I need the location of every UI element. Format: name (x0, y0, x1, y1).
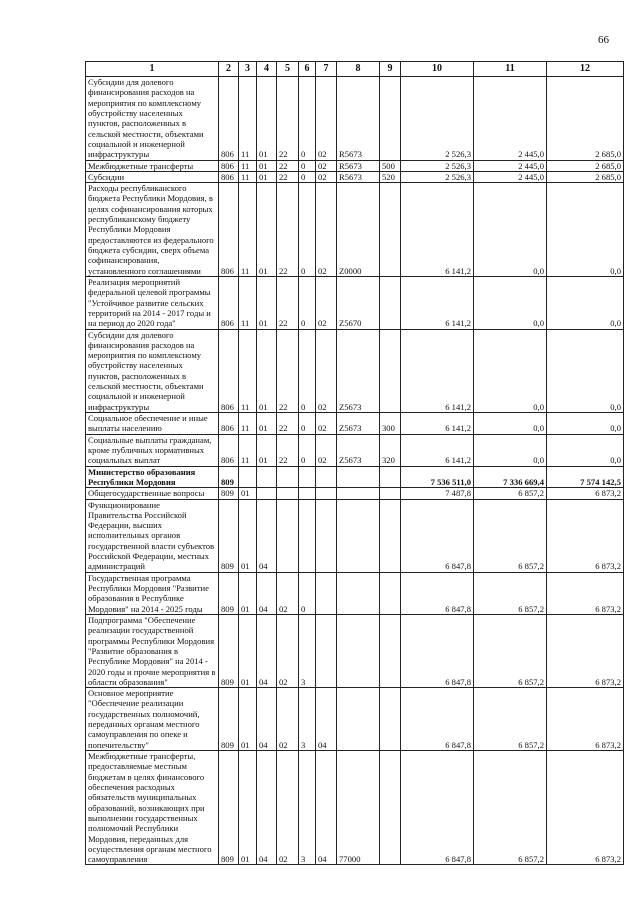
target-article-code: R5673 (337, 171, 380, 182)
amount-year1: 2 526,3 (401, 160, 474, 171)
amount-year2: 6 857,2 (474, 751, 547, 865)
target-article-code (337, 499, 380, 572)
row-name: Субсидии для долевого финансирования расходов на мероприятия по комплексному обустройству населенных пунктов, расположенных в сельской местности, объектами социальной и инженерной инфраструктуры (86, 329, 219, 413)
subchapter-code: 04 (257, 751, 277, 865)
subprogram-code: 0 (299, 329, 316, 413)
amount-year3: 6 873,2 (547, 572, 624, 614)
table-row (86, 466, 624, 488)
expense-type-code (380, 77, 401, 161)
section-code: 809 (219, 614, 239, 687)
chapter-code: 11 (239, 77, 257, 161)
chapter-code: 11 (239, 413, 257, 435)
col-header: 8 (337, 62, 380, 77)
target-article-code: R5673 (337, 160, 380, 171)
expense-type-code (380, 499, 401, 572)
program-code: 22 (277, 276, 299, 329)
chapter-code: 01 (239, 572, 257, 614)
expense-type-code (380, 614, 401, 687)
table-row (86, 614, 624, 687)
activity-code: 02 (316, 160, 337, 171)
section-code: 809 (219, 751, 239, 865)
expense-type-code: 500 (380, 160, 401, 171)
row-name: Социальное обеспечение и иные выплаты населению (86, 413, 219, 435)
col-header: 4 (257, 62, 277, 77)
row-name: Субсидии (86, 171, 219, 182)
amount-year2: 2 445,0 (474, 171, 547, 182)
section-code: 806 (219, 183, 239, 277)
amount-year2: 6 857,2 (474, 572, 547, 614)
amount-year3: 6 873,2 (547, 499, 624, 572)
row-name: Межбюджетные трансферты, предоставляемые местным бюджетам в целях финансового обеспечения расходных обязательств муниципальных образований, возникающих при выполнении государственных полномочий Республики Мордовия, переданных для осуществления органам местного самоуправления (86, 751, 219, 865)
subchapter-code: 04 (257, 572, 277, 614)
program-code: 22 (277, 434, 299, 466)
subprogram-code (299, 466, 316, 488)
row-name: Общегосударственные вопросы (86, 488, 219, 499)
amount-year2: 6 857,2 (474, 614, 547, 687)
activity-code (316, 466, 337, 488)
amount-year1: 6 847,8 (401, 499, 474, 572)
amount-year2: 0,0 (474, 183, 547, 277)
col-header: 7 (316, 62, 337, 77)
budget-table (85, 61, 624, 865)
row-name: Межбюджетные трансферты (86, 160, 219, 171)
subprogram-code: 0 (299, 77, 316, 161)
activity-code: 04 (316, 688, 337, 751)
activity-code: 02 (316, 329, 337, 413)
subprogram-code: 0 (299, 572, 316, 614)
section-code: 809 (219, 499, 239, 572)
program-code: 02 (277, 614, 299, 687)
chapter-code: 11 (239, 329, 257, 413)
chapter-code: 01 (239, 688, 257, 751)
subchapter-code: 01 (257, 171, 277, 182)
table-row (86, 751, 624, 865)
activity-code: 02 (316, 171, 337, 182)
expense-type-code (380, 329, 401, 413)
subchapter-code: 01 (257, 160, 277, 171)
subchapter-code: 04 (257, 499, 277, 572)
amount-year2: 2 445,0 (474, 77, 547, 161)
amount-year1: 7 536 511,0 (401, 466, 474, 488)
section-code: 806 (219, 413, 239, 435)
amount-year3: 0,0 (547, 329, 624, 413)
target-article-code: Z5673 (337, 329, 380, 413)
subchapter-code: 01 (257, 413, 277, 435)
amount-year2: 6 857,2 (474, 688, 547, 751)
col-header: 2 (219, 62, 239, 77)
row-name: Подпрограмма "Обеспечение реализации государственной программы Республики Мордовия "Развитие образования в Республике Мордовия" на 2014 - 2020 годы и прочие мероприятия в области образования" (86, 614, 219, 687)
expense-type-code (380, 466, 401, 488)
col-header: 9 (380, 62, 401, 77)
subchapter-code: 01 (257, 434, 277, 466)
section-code: 806 (219, 434, 239, 466)
target-article-code: Z0000 (337, 183, 380, 277)
section-code: 809 (219, 488, 239, 499)
program-code: 22 (277, 413, 299, 435)
subchapter-code: 01 (257, 77, 277, 161)
row-name: Реализация мероприятий федеральной целевой программы "Устойчивое развитие сельских территорий на 2014 - 2017 годы и на период до 2020 года" (86, 276, 219, 329)
amount-year3: 6 873,2 (547, 688, 624, 751)
amount-year3: 0,0 (547, 276, 624, 329)
target-article-code: Z5673 (337, 413, 380, 435)
target-article-code (337, 614, 380, 687)
chapter-code: 01 (239, 488, 257, 499)
subprogram-code: 3 (299, 688, 316, 751)
program-code: 22 (277, 77, 299, 161)
section-code: 806 (219, 160, 239, 171)
program-code: 22 (277, 160, 299, 171)
target-article-code: 77000 (337, 751, 380, 865)
amount-year3: 6 873,2 (547, 488, 624, 499)
subprogram-code: 3 (299, 614, 316, 687)
subprogram-code (299, 488, 316, 499)
section-code: 806 (219, 276, 239, 329)
program-code: 22 (277, 329, 299, 413)
expense-type-code (380, 276, 401, 329)
amount-year3: 0,0 (547, 413, 624, 435)
amount-year1: 6 847,8 (401, 572, 474, 614)
program-code (277, 499, 299, 572)
table-row (86, 160, 624, 171)
target-article-code (337, 466, 380, 488)
section-code: 806 (219, 329, 239, 413)
col-header: 1 (86, 62, 219, 77)
amount-year3: 7 574 142,5 (547, 466, 624, 488)
section-code: 809 (219, 688, 239, 751)
chapter-code: 11 (239, 434, 257, 466)
program-code (277, 488, 299, 499)
expense-type-code (380, 688, 401, 751)
table-row (86, 413, 624, 435)
expense-type-code (380, 572, 401, 614)
activity-code: 02 (316, 434, 337, 466)
amount-year2: 6 857,2 (474, 499, 547, 572)
program-code: 02 (277, 751, 299, 865)
subprogram-code: 3 (299, 751, 316, 865)
page-number: 66 (598, 34, 609, 46)
target-article-code (337, 688, 380, 751)
chapter-code (239, 466, 257, 488)
activity-code (316, 572, 337, 614)
col-header: 5 (277, 62, 299, 77)
col-header: 3 (239, 62, 257, 77)
amount-year2: 0,0 (474, 434, 547, 466)
header-row (86, 62, 624, 77)
chapter-code: 11 (239, 171, 257, 182)
table-row (86, 499, 624, 572)
table-row (86, 171, 624, 182)
subprogram-code: 0 (299, 171, 316, 182)
col-header: 11 (474, 62, 547, 77)
amount-year1: 2 526,3 (401, 77, 474, 161)
section-code: 809 (219, 466, 239, 488)
section-code: 806 (219, 77, 239, 161)
subchapter-code: 01 (257, 276, 277, 329)
subprogram-code: 0 (299, 160, 316, 171)
chapter-code: 11 (239, 276, 257, 329)
table-row (86, 183, 624, 277)
chapter-code: 11 (239, 160, 257, 171)
amount-year2: 0,0 (474, 276, 547, 329)
amount-year1: 7 487,8 (401, 488, 474, 499)
row-name: Субсидии для долевого финансирования расходов на мероприятия по комплексному обустройству населенных пунктов, расположенных в сельской местности, объектами социальной и инженерной инфраструктуры (86, 77, 219, 161)
section-code: 806 (219, 171, 239, 182)
subchapter-code: 04 (257, 614, 277, 687)
table-row (86, 688, 624, 751)
amount-year2: 2 445,0 (474, 160, 547, 171)
subchapter-code (257, 466, 277, 488)
table-row (86, 329, 624, 413)
expense-type-code: 520 (380, 171, 401, 182)
row-name: Основное мероприятие "Обеспечение реализации государственных полномочий, переданных органам местного самоуправления по опеке и попечительству" (86, 688, 219, 751)
activity-code: 02 (316, 413, 337, 435)
amount-year1: 6 847,8 (401, 751, 474, 865)
target-article-code (337, 572, 380, 614)
amount-year3: 6 873,2 (547, 614, 624, 687)
target-article-code (337, 488, 380, 499)
activity-code: 04 (316, 751, 337, 865)
target-article-code: R5673 (337, 77, 380, 161)
subprogram-code: 0 (299, 413, 316, 435)
chapter-code: 11 (239, 183, 257, 277)
activity-code (316, 488, 337, 499)
row-name: Государственная программа Республики Мордовия "Развитие образования в Республике Мордовия" на 2014 - 2025 годы (86, 572, 219, 614)
chapter-code: 01 (239, 614, 257, 687)
row-name: Социальные выплаты гражданам, кроме публичных нормативных социальных выплат (86, 434, 219, 466)
chapter-code: 01 (239, 499, 257, 572)
amount-year3: 0,0 (547, 183, 624, 277)
amount-year2: 6 857,2 (474, 488, 547, 499)
program-code: 22 (277, 171, 299, 182)
row-name: Расходы республиканского бюджета Республики Мордовия, в целях софинансирования которых республиканскому бюджету Республики Мордовия предоставляются из федерального бюджета субсидии, сверх объема софинансирования, установленного соглашениями (86, 183, 219, 277)
subchapter-code: 01 (257, 329, 277, 413)
amount-year2: 0,0 (474, 413, 547, 435)
table-row (86, 77, 624, 161)
amount-year1: 6 141,2 (401, 434, 474, 466)
row-name: Министерство образования Республики Мордовия (86, 466, 219, 488)
subchapter-code: 01 (257, 183, 277, 277)
table-row (86, 572, 624, 614)
amount-year3: 0,0 (547, 434, 624, 466)
col-header: 6 (299, 62, 316, 77)
subchapter-code: 04 (257, 688, 277, 751)
amount-year3: 2 685,0 (547, 160, 624, 171)
table-row (86, 434, 624, 466)
subprogram-code: 0 (299, 434, 316, 466)
activity-code: 02 (316, 77, 337, 161)
amount-year1: 6 141,2 (401, 329, 474, 413)
program-code (277, 466, 299, 488)
amount-year2: 0,0 (474, 329, 547, 413)
subprogram-code: 0 (299, 183, 316, 277)
chapter-code: 01 (239, 751, 257, 865)
col-header: 12 (547, 62, 624, 77)
expense-type-code (380, 751, 401, 865)
activity-code: 02 (316, 276, 337, 329)
subprogram-code (299, 499, 316, 572)
amount-year1: 6 141,2 (401, 276, 474, 329)
amount-year2: 7 336 669,4 (474, 466, 547, 488)
amount-year3: 2 685,0 (547, 171, 624, 182)
expense-type-code: 320 (380, 434, 401, 466)
table-row (86, 276, 624, 329)
activity-code: 02 (316, 183, 337, 277)
expense-type-code (380, 183, 401, 277)
amount-year3: 6 873,2 (547, 751, 624, 865)
subprogram-code: 0 (299, 276, 316, 329)
activity-code (316, 614, 337, 687)
subchapter-code (257, 488, 277, 499)
target-article-code: Z5670 (337, 276, 380, 329)
section-code: 809 (219, 572, 239, 614)
amount-year1: 6 141,2 (401, 413, 474, 435)
amount-year1: 6 847,8 (401, 688, 474, 751)
row-name: Функционирование Правительства Российской Федерации, высших исполнительных органов государственной власти субъектов Российской Федерации, местных администраций (86, 499, 219, 572)
target-article-code: Z5673 (337, 434, 380, 466)
program-code: 22 (277, 183, 299, 277)
amount-year1: 6 847,8 (401, 614, 474, 687)
amount-year1: 2 526,3 (401, 171, 474, 182)
expense-type-code (380, 488, 401, 499)
table-row (86, 488, 624, 499)
amount-year1: 6 141,2 (401, 183, 474, 277)
expense-type-code: 300 (380, 413, 401, 435)
activity-code (316, 499, 337, 572)
amount-year3: 2 685,0 (547, 77, 624, 161)
program-code: 02 (277, 572, 299, 614)
col-header: 10 (401, 62, 474, 77)
program-code: 02 (277, 688, 299, 751)
